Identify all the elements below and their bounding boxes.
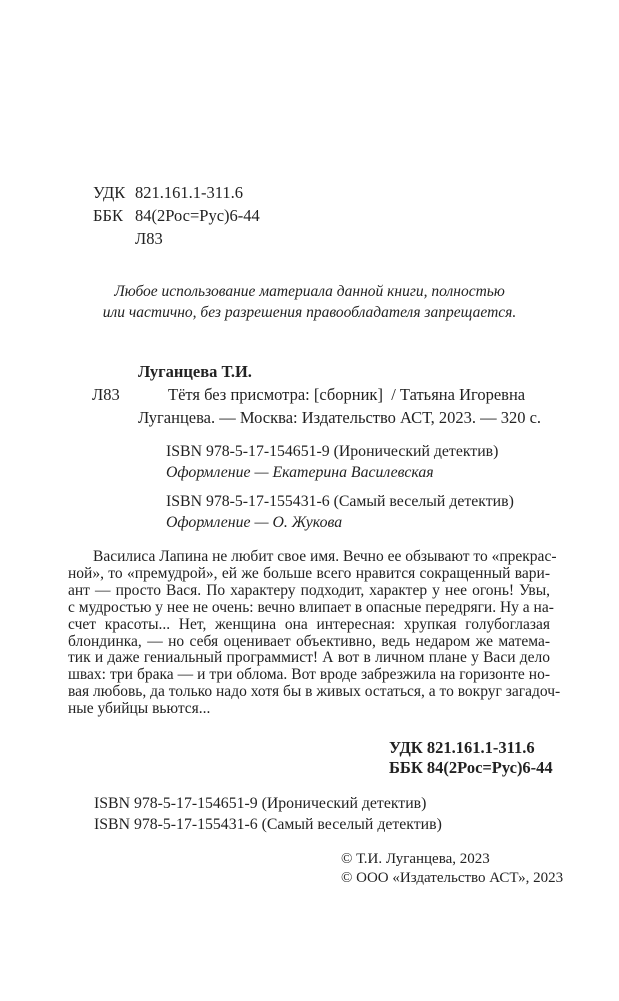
isbn-footer-block bbox=[94, 794, 442, 835]
author-sign: Л83 bbox=[135, 229, 163, 248]
copyright-block bbox=[341, 850, 563, 888]
annotation-line: счет красоты... Нет, женщина она интересная: хрупкая голубоглазая bbox=[68, 615, 550, 633]
catalog-header-block bbox=[93, 181, 260, 250]
rights-notice bbox=[0, 282, 619, 323]
isbn-line: ISBN 978-5-17-154651-9 (Иронический детектив) bbox=[166, 443, 499, 460]
udk-footer-line: УДК 821.161.1-311.6 bbox=[389, 738, 535, 757]
author-sign-row bbox=[93, 227, 260, 250]
editions-block bbox=[166, 442, 514, 542]
annotation-line: ант — просто Вася. По характеру подходит, характер у нее огонь! Увы, bbox=[68, 581, 550, 599]
udk-value: 821.161.1-311.6 bbox=[135, 183, 244, 202]
annotation-paragraph bbox=[68, 548, 561, 718]
annotation-line: с мудростью у нее не очень: вечно влипает в опасные передряги. Ну а на- bbox=[68, 598, 554, 616]
annotation-line: блондинка, — но себя оценивает объективно, ведь недаром же матема- bbox=[68, 632, 550, 650]
biblio-author-sign: Л83 bbox=[92, 385, 120, 404]
copyright-line: © ООО «Издательство АСТ», 2023 bbox=[341, 870, 564, 886]
bbk-row bbox=[93, 204, 260, 227]
bbk-label: ББК bbox=[93, 206, 123, 225]
rights-notice-line-2: или частично, без разрешения правообладателя запрещается. bbox=[102, 303, 517, 321]
udk-row bbox=[93, 181, 260, 204]
bbk-footer-line: ББК 84(2Рос=Рус)6-44 bbox=[389, 757, 553, 777]
annotation-line: ные убийцы вьются... bbox=[68, 700, 211, 718]
biblio-author: Луганцева Т.И. bbox=[138, 362, 252, 381]
annotation-line: Василиса Лапина не любит свое имя. Вечно ее обзывают то «прекрас- bbox=[93, 548, 557, 565]
bbk-value: 84(2Рос=Рус)6-44 bbox=[135, 206, 260, 225]
rights-notice-line-1: Любое использование материала данной книги, полностью bbox=[114, 283, 505, 300]
annotation-line: вая любовь, да только надо хотя бы в живых остаться, а то вокруг загадоч- bbox=[68, 683, 561, 701]
biblio-title-line-1: Тётя без присмотра: [сборник] / Татьяна Игоревна bbox=[168, 385, 526, 404]
copyright-line: © Т.И. Луганцева, 2023 bbox=[341, 851, 490, 867]
edition-entry bbox=[166, 492, 514, 533]
annotation-line: швах: три брака — и три облома. Вот вроде забрезжила на горизонте но- bbox=[68, 666, 550, 684]
isbn-line: ISBN 978-5-17-155431-6 (Самый веселый детектив) bbox=[166, 493, 514, 510]
annotation-line: тик и даже гениальный программист! А вот в личном плане у Васи дело bbox=[68, 649, 550, 667]
isbn-footer-line: ISBN 978-5-17-154651-9 (Иронический детектив) bbox=[94, 795, 427, 812]
annotation-line: ной», то «премудрой», ей же больше всего нравится сокращенный вари- bbox=[68, 564, 550, 582]
isbn-footer-line: ISBN 978-5-17-155431-6 (Самый веселый детектив) bbox=[94, 815, 442, 833]
biblio-title-line-2: Луганцева. — Москва: Издательство АСТ, 2023. — 320 с. bbox=[138, 408, 542, 427]
design-credit-line: Оформление — Екатерина Василевская bbox=[166, 463, 434, 481]
edition-entry bbox=[166, 442, 514, 483]
udk-label: УДК bbox=[93, 183, 126, 202]
design-credit-line: Оформление — О. Жукова bbox=[166, 513, 343, 531]
catalog-footer-block bbox=[389, 738, 553, 777]
